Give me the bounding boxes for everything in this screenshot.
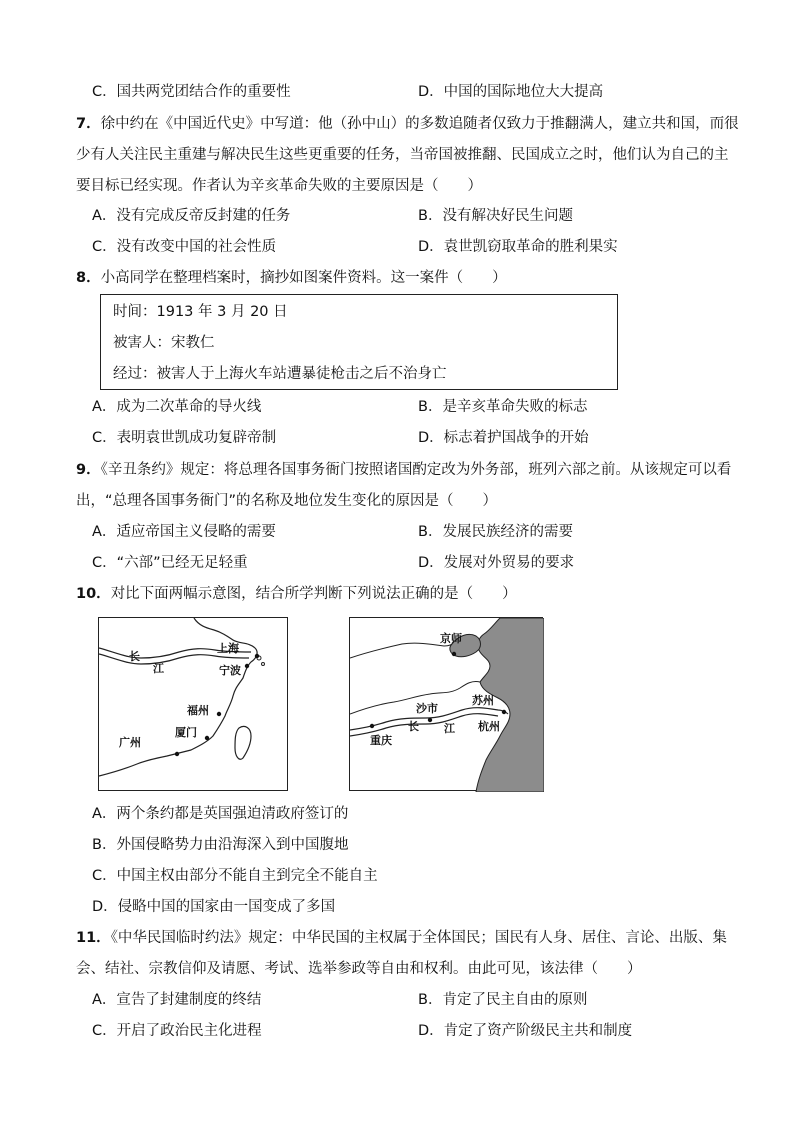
q7-option-d: D．袁世凯窃取革命的胜利果实: [418, 239, 618, 255]
dot-shashi: [428, 718, 432, 722]
q9-stem-line1: 《辛丑条约》规定：将总理各国事务衙门按照诸国酌定改为外务部，班列六部之前。从该规定可以看: [100, 462, 732, 478]
map1-label-xiamen: 厦门: [175, 726, 197, 739]
q11-option-d: D．肯定了资产阶级民主共和制度: [418, 1023, 633, 1039]
map2-label-jingshi: 京师: [440, 632, 462, 645]
q7-option-b: B．没有解决好民生问题: [418, 208, 573, 224]
q9-option-c: C．“六部”已经无足轻重: [92, 555, 248, 571]
map1-label-jiang: 江: [153, 662, 164, 675]
q8-option-a: A．成为二次革命的导火线: [92, 399, 262, 415]
dot-jingshi: [452, 652, 456, 656]
q8-case-box: [100, 294, 618, 390]
q11-stem: [76, 928, 727, 948]
q11-option-b: B．肯定了民主自由的原则: [418, 992, 588, 1008]
q7-stem-line1: 徐中约在《中国近代史》中写道：他（孙中山）的多数追随者仅致力于推翻满人，建立共和国，而很: [100, 116, 739, 132]
q10-option-d: D．侵略中国的国家由一国变成了多国: [92, 899, 336, 915]
q7-option-a: A．没有完成反帝反封建的任务: [92, 208, 291, 224]
q8-option-b: B．是辛亥革命失败的标志: [418, 399, 588, 415]
q6-option-d: D．中国的国际地位大大提高: [418, 84, 604, 100]
case-time: 时间：1913 年 3 月 20 日: [113, 304, 288, 320]
q9-option-d: D．发展对外贸易的要求: [418, 555, 575, 571]
map2-label-shashi: 沙市: [416, 702, 438, 715]
q8-option-c: C．表明袁世凯成功复辟帝制: [92, 430, 277, 446]
map2-label-chang: 长: [408, 720, 419, 733]
q7-option-c: C．没有改变中国的社会性质: [92, 239, 277, 255]
map-treaty-ports-inland: [349, 617, 543, 791]
dot-shanghai: [255, 654, 259, 658]
q8-number: 8．: [76, 270, 101, 286]
map2-label-chongqing: 重庆: [370, 734, 392, 747]
q11-option-c: C．开启了政治民主化进程: [92, 1023, 262, 1039]
q7-stem-line2: 少有人关注民主重建与解决民生这些更重要的任务，当帝国被推翻、民国成立之时，他们认为自己的主: [76, 147, 729, 163]
q10-option-c: C．中国主权由部分不能自主到完全不能自主: [92, 868, 378, 884]
map1-label-fuzhou: 福州: [187, 704, 209, 717]
map-treaty-ports-coast: [98, 617, 288, 791]
q8-option-d: D．标志着护国战争的开始: [418, 430, 589, 446]
dot-ningbo: [245, 664, 249, 668]
dot-chongqing: [370, 724, 374, 728]
q11-stem-line2: 会、结社、宗教信仰及请愿、考试、选举参政等自由和权利。由此可见，该法律（ ）: [76, 961, 642, 977]
q11-option-a: A．宣告了封建制度的终结: [92, 992, 262, 1008]
q11-number: 11．: [76, 930, 111, 946]
map2-label-jiang: 江: [444, 722, 455, 735]
q10-option-b: B．外国侵略势力由沿海深入到中国腹地: [92, 837, 349, 853]
dot-guangzhou: [175, 752, 179, 756]
map2-label-hangzhou: 杭州: [478, 720, 500, 733]
map1-label-ningbo: 宁波: [219, 664, 241, 677]
q10-option-a: A．两个条约都是英国强迫清政府签订的: [92, 806, 349, 822]
dot-suzhou: [502, 710, 506, 714]
q6-option-c: C．国共两党团结合作的重要性: [92, 84, 291, 100]
case-victim: 被害人：宋教仁: [113, 335, 215, 351]
q9-number: 9．: [76, 462, 101, 478]
dot-xiamen: [205, 736, 209, 740]
case-process: 经过：被害人于上海火车站遭暴徒枪击之后不治身亡: [113, 366, 447, 382]
q9-option-b: B．发展民族经济的需要: [418, 524, 573, 540]
q7-stem-line3: 要目标已经实现。作者认为辛亥革命失败的主要原因是（ ）: [76, 178, 482, 194]
map2-label-suzhou: 苏州: [472, 694, 494, 707]
q7-number: 7．: [76, 116, 101, 132]
q10-number: 10．: [76, 586, 111, 602]
q9-option-a: A．适应帝国主义侵略的需要: [92, 524, 276, 540]
dot-fuzhou: [217, 712, 221, 716]
q10-stem-text: 对比下面两幅示意图，结合所学判断下列说法正确的是（ ）: [110, 586, 517, 602]
q7-stem: [76, 114, 739, 134]
q10-stem: [76, 584, 517, 604]
q8-stem-text: 小高同学在整理档案时，摘抄如图案件资料。这一案件（ ）: [100, 270, 507, 286]
map1-label-shanghai: 上海: [217, 642, 239, 655]
map1-label-guangzhou: 广州: [119, 736, 141, 749]
q9-stem-line2: 出，“总理各国事务衙门”的名称及地位发生变化的原因是（ ）: [76, 493, 498, 509]
q11-stem-line1: 《中华民国临时约法》规定：中华民国的主权属于全体国民；国民有人身、居住、言论、出版、集: [110, 930, 727, 946]
q9-stem: [76, 460, 731, 480]
q8-stem: [76, 268, 507, 288]
map1-label-chang: 长: [129, 650, 140, 663]
